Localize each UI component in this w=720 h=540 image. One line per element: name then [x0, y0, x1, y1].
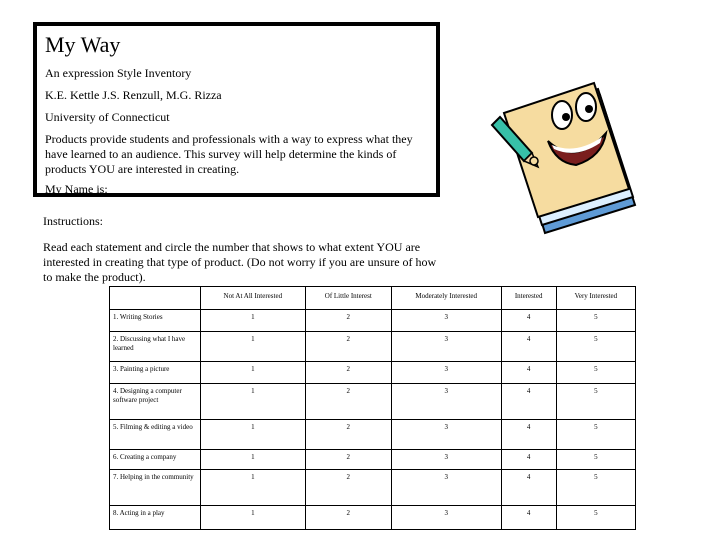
table-row — [110, 470, 636, 506]
rating-option[interactable]: 2 — [305, 420, 391, 450]
rating-option[interactable]: 4 — [501, 470, 556, 506]
rating-option[interactable]: 4 — [501, 384, 556, 420]
column-header: Not At All Interested — [201, 287, 306, 310]
rating-option[interactable]: 5 — [556, 384, 635, 420]
smiling-notepad-with-pencil-icon — [490, 55, 650, 235]
instructions-body: Read each statement and circle the number that shows to what extent YOU are interested in creating that type of product. (Do not worry if you are unsure of how to make the product). — [43, 240, 437, 284]
rating-option[interactable]: 3 — [391, 384, 501, 420]
rating-option[interactable]: 2 — [305, 310, 391, 332]
row-label: 3. Painting a picture — [110, 362, 201, 384]
rating-option[interactable]: 4 — [501, 506, 556, 530]
rating-option[interactable]: 2 — [305, 384, 391, 420]
table-row — [110, 332, 636, 362]
table-row — [110, 506, 636, 530]
rating-option[interactable]: 4 — [501, 310, 556, 332]
rating-option[interactable]: 4 — [501, 332, 556, 362]
column-header: Moderately Interested — [391, 287, 501, 310]
row-label: 1. Writing Stories — [110, 310, 201, 332]
description: Products provide students and professionals with a way to express what they have learned to an audience. This survey will help determine the kinds of products YOU are interested in creating. — [45, 132, 413, 176]
rating-option[interactable]: 3 — [391, 362, 501, 384]
table-header-row — [110, 287, 636, 310]
table-row — [110, 420, 636, 450]
rating-option[interactable]: 2 — [305, 362, 391, 384]
instructions — [43, 214, 443, 285]
rating-option[interactable]: 4 — [501, 450, 556, 470]
row-label: 2. Discussing what I have learned — [110, 332, 201, 362]
rating-option[interactable]: 1 — [201, 470, 306, 506]
survey-table — [109, 286, 636, 530]
column-header — [110, 287, 201, 310]
rating-option[interactable]: 3 — [391, 332, 501, 362]
rating-option[interactable]: 2 — [305, 332, 391, 362]
rating-option[interactable]: 5 — [556, 470, 635, 506]
page-title: My Way — [45, 32, 121, 57]
rating-option[interactable]: 3 — [391, 506, 501, 530]
rating-option[interactable]: 3 — [391, 310, 501, 332]
rating-option[interactable]: 5 — [556, 362, 635, 384]
column-header: Of Little Interest — [305, 287, 391, 310]
rating-option[interactable]: 4 — [501, 362, 556, 384]
rating-option[interactable]: 5 — [556, 420, 635, 450]
name-field[interactable] — [112, 183, 426, 196]
rating-option[interactable]: 3 — [391, 420, 501, 450]
rating-option[interactable]: 5 — [556, 310, 635, 332]
rating-option[interactable]: 5 — [556, 506, 635, 530]
table-row — [110, 384, 636, 420]
column-header: Interested — [501, 287, 556, 310]
rating-option[interactable]: 2 — [305, 470, 391, 506]
row-label: 8. Acting in a play — [110, 506, 201, 530]
authors: K.E. Kettle J.S. Renzull, M.G. Rizza — [45, 88, 222, 102]
institution: University of Connecticut — [45, 110, 170, 124]
row-label: 5. Filming & editing a video — [110, 420, 201, 450]
rating-option[interactable]: 1 — [201, 450, 306, 470]
rating-option[interactable]: 2 — [305, 506, 391, 530]
subtitle: An expression Style Inventory — [45, 66, 192, 80]
rating-option[interactable]: 1 — [201, 362, 306, 384]
rating-option[interactable]: 1 — [201, 420, 306, 450]
table-row — [110, 310, 636, 332]
rating-option[interactable]: 5 — [556, 332, 635, 362]
rating-option[interactable]: 2 — [305, 450, 391, 470]
column-header: Very Interested — [556, 287, 635, 310]
rating-option[interactable]: 3 — [391, 450, 501, 470]
rating-option[interactable]: 4 — [501, 420, 556, 450]
row-label: 4. Designing a computer software project — [110, 384, 201, 420]
row-label: 7. Helping in the community — [110, 470, 201, 506]
rating-option[interactable]: 1 — [201, 506, 306, 530]
rating-option[interactable]: 1 — [201, 310, 306, 332]
instructions-title: Instructions: — [43, 214, 103, 228]
rating-option[interactable]: 5 — [556, 450, 635, 470]
rating-option[interactable]: 1 — [201, 332, 306, 362]
table-row — [110, 362, 636, 384]
row-label: 6. Creating a company — [110, 450, 201, 470]
table-row — [110, 450, 636, 470]
header-box — [33, 22, 440, 197]
rating-option[interactable]: 1 — [201, 384, 306, 420]
name-row — [45, 182, 428, 196]
rating-option[interactable]: 3 — [391, 470, 501, 506]
name-label: My Name is: — [45, 182, 108, 196]
